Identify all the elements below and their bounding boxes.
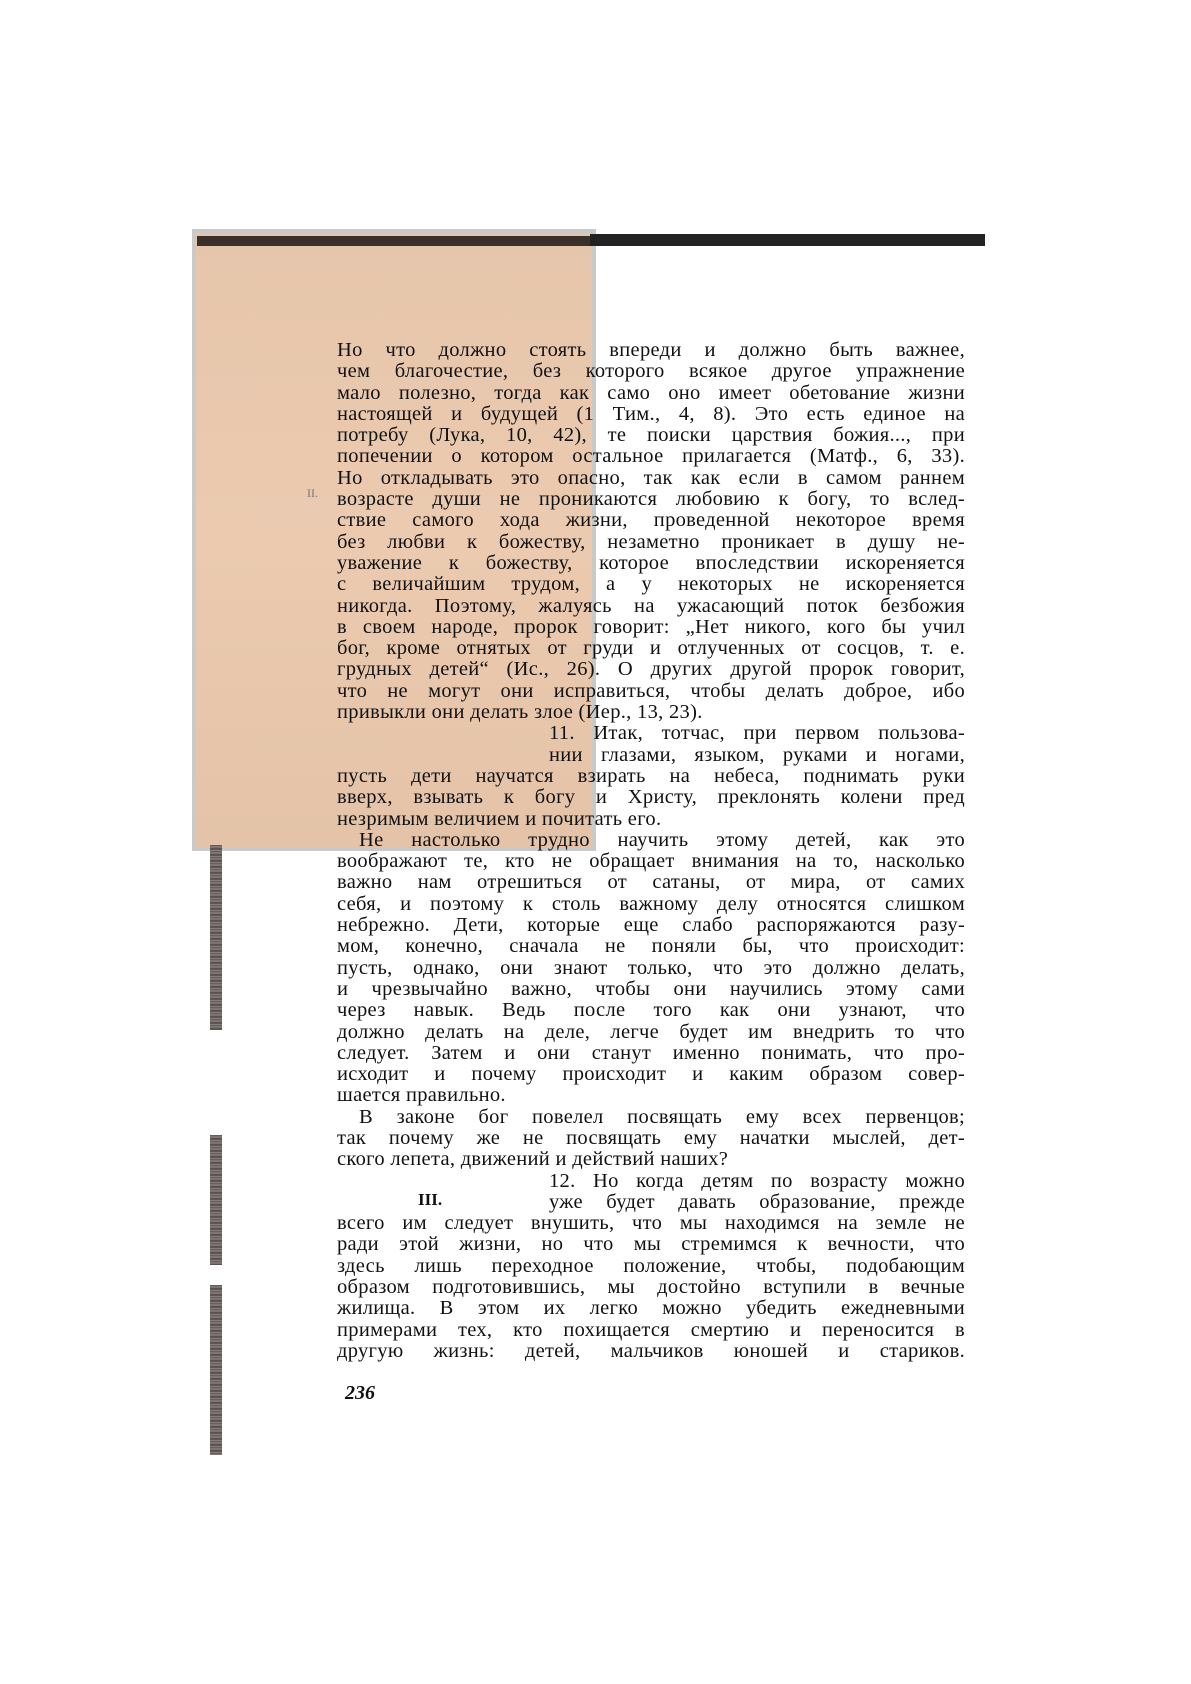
text-line: Не настолько трудно научить этому детей, как это <box>359 828 965 851</box>
text-line: и чрезвычайно важно, чтобы они научились этому сами <box>337 977 965 1000</box>
text-line: попечении о котором остальное прилагается (Матф., 6, 33). <box>337 445 965 468</box>
text-line: исходит и почему происходит и каким образом совер- <box>337 1063 965 1086</box>
text-line: пусть дети научатся взирать на небеса, поднимать руки <box>337 764 965 787</box>
text-line: бог, кроме отнятых от груди и отлученных от сосцов, т. е. <box>337 637 965 660</box>
text-line: следует. Затем и они станут именно понимать, что про- <box>337 1041 965 1064</box>
text-line: возрасте души не проникаются любовию к богу, то вслед- <box>337 488 965 511</box>
text-line: жилища. В этом их легко можно убедить ежедневными <box>337 1297 965 1320</box>
text-line: шается правильно. <box>337 1084 506 1107</box>
text-line: никогда. Поэтому, жалуясь на ужасающий поток безбожия <box>337 594 965 617</box>
text-line: Но что должно стоять впереди и должно быть важнее, <box>337 339 965 361</box>
text-line: небрежно. Дети, которые еще слабо распоряжаются разу- <box>337 914 965 937</box>
text-line: через навык. Ведь после того как они узнают, что <box>337 999 965 1022</box>
text-line: уважение к божеству, которое впоследствии искореняется <box>337 551 965 574</box>
section-mark: III. <box>418 1190 443 1209</box>
text-line: 12. Но когда детям по возрасту можно <box>549 1169 965 1192</box>
text-line: воображают те, кто не обращает внимания на то, насколько <box>337 850 965 873</box>
scan-artifact-strip <box>210 845 222 1030</box>
text-line: другую жизнь: детей, мальчиков юношей и стариков. <box>337 1339 965 1362</box>
text-line: чем благочестие, без которого всякое другое упражнение <box>337 360 965 383</box>
text-line: нии глазами, языком, руками и ногами, <box>549 743 965 766</box>
text-line: должно делать на деле, легче будет им внедрить то что <box>337 1020 965 1043</box>
text-line: ского лепета, движений и действий наших? <box>337 1148 729 1171</box>
text-line: в своем народе, пророк говорит: „Нет никого, кого бы учил <box>337 615 965 638</box>
text-line: всего им следует внушить, что мы находимся на земле не <box>337 1212 965 1235</box>
page-number: 236 <box>345 1382 375 1404</box>
text-line: с величайшим трудом, а у некоторых не искореняется <box>337 573 965 596</box>
text-line: так почему же не посвящать ему начатки мыслей, дет- <box>337 1126 965 1149</box>
scan-artifact-strip <box>210 1135 222 1265</box>
scan-artifact-strip <box>210 1285 222 1455</box>
text-line: мало полезно, тогда как само оно имеет обетование жизни <box>337 381 965 404</box>
text-line: пусть, однако, они знают только, что это должно делать, <box>337 956 965 979</box>
text-line: настоящей и будущей (1 Тим., 4, 8). Это есть единое на <box>337 402 965 425</box>
text-line: важно нам отрешиться от сатаны, от мира, от самих <box>337 871 965 894</box>
text-line: ради этой жизни, но что мы стремимся к вечности, что <box>337 1233 965 1256</box>
text-line: ствие самого хода жизни, проведенной некоторое время <box>337 509 965 532</box>
text-line: примерами тех, кто похищается смертию и переносится в <box>337 1318 965 1341</box>
text-line: Но откладывать это опасно, так как если в самом раннем <box>337 466 965 489</box>
text-line: незримым величием и почитать его. <box>337 807 662 830</box>
text-line: мом, конечно, сначала не поняли бы, что происходит: <box>337 935 965 958</box>
text-line: без любви к божеству, незаметно проникает в душу не- <box>337 530 965 553</box>
margin-note: II. <box>307 486 318 500</box>
text-line: В законе бог повелел посвящать ему всех первенцов; <box>359 1105 965 1128</box>
text-line: привыкли они делать злое (Иер., 13, 23). <box>337 701 703 724</box>
text-line: что не могут они исправиться, чтобы делать доброе, ибо <box>337 679 965 702</box>
text-line: здесь лишь переходное положение, чтобы, подобающим <box>337 1254 965 1277</box>
top-black-rule <box>590 234 985 246</box>
scanned-page-edge <box>197 236 593 246</box>
text-line: потребу (Лука, 10, 42), те поиски царствия божия..., при <box>337 424 965 447</box>
text-line: грудных детей“ (Ис., 26). О других другой пророк говорит, <box>337 658 965 681</box>
text-line: уже будет давать образование, прежде <box>549 1190 965 1213</box>
text-line: 11. Итак, тотчас, при первом пользова- <box>549 722 965 745</box>
text-line: образом подготовившись, мы достойно вступили в вечные <box>337 1276 965 1299</box>
text-line: вверх, взывать к богу и Христу, преклонять колени пред <box>337 786 965 809</box>
text-line: себя, и поэтому к столь важному делу относятся слишком <box>337 892 965 915</box>
